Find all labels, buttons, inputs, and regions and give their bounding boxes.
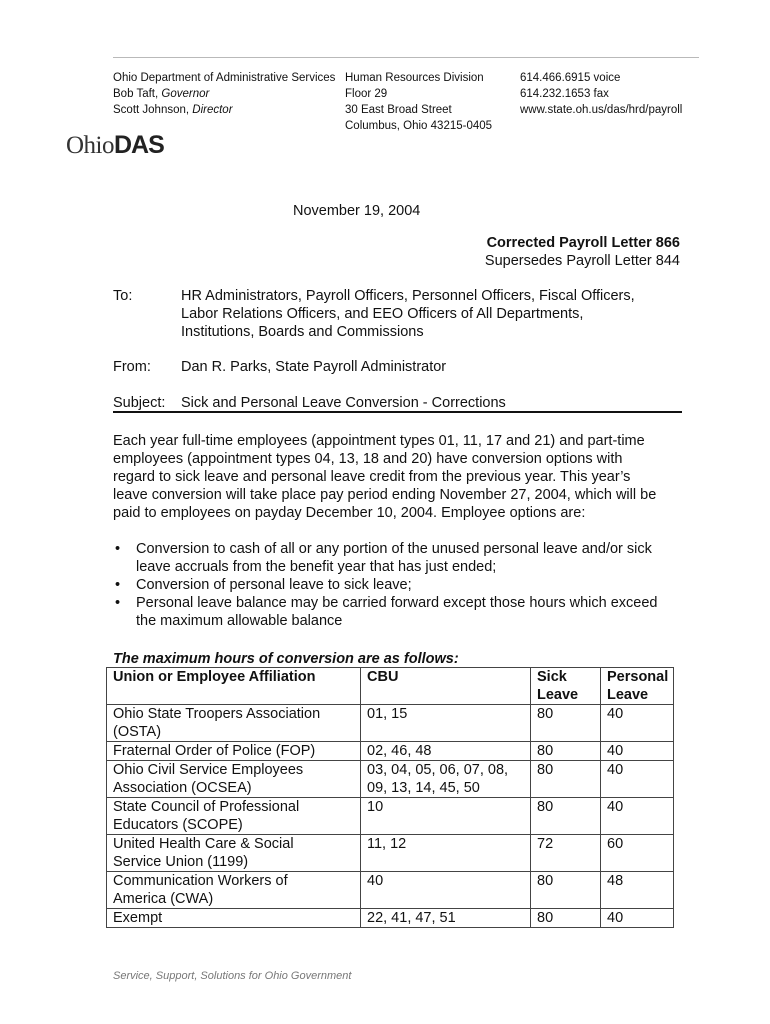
table-row xyxy=(107,798,674,835)
header-affiliation: Union or Employee Affiliation xyxy=(107,668,361,705)
address-floor: Floor 29 xyxy=(345,88,388,100)
bullet-icon: • xyxy=(115,577,121,593)
cell-cbu: 03, 04, 05, 06, 07, 08, 09, 13, 14, 45, 50 xyxy=(361,761,531,798)
subject-label: Subject: xyxy=(113,395,166,411)
phone-voice: 614.466.6915 voice xyxy=(520,72,621,84)
cell-sick-leave: 80 xyxy=(531,909,601,928)
options-list xyxy=(113,540,688,630)
cell-cbu: 01, 15 xyxy=(361,705,531,742)
cell-personal-leave: 40 xyxy=(601,798,674,835)
cell-sick-leave: 80 xyxy=(531,705,601,742)
table-row xyxy=(107,742,674,761)
table-title: The maximum hours of conversion are as follows: xyxy=(113,651,459,667)
cell-affiliation: United Health Care & Social Service Union (1199) xyxy=(107,835,361,872)
letterhead-agency-block xyxy=(113,70,335,118)
cell-affiliation: Exempt xyxy=(107,909,361,928)
letter-subtitle: Supersedes Payroll Letter 844 xyxy=(484,253,680,269)
cell-affiliation: Ohio State Troopers Association (OSTA) xyxy=(107,705,361,742)
cell-cbu: 22, 41, 47, 51 xyxy=(361,909,531,928)
table-header-row xyxy=(107,668,674,705)
letterhead-rule xyxy=(113,57,699,58)
from-sender: Dan R. Parks, State Payroll Administrator xyxy=(181,359,447,375)
website-link[interactable]: www.state.oh.us/das/hrd/payroll xyxy=(520,104,683,116)
director-line: Scott Johnson, Director xyxy=(113,104,233,116)
cell-cbu: 11, 12 xyxy=(361,835,531,872)
cell-personal-leave: 48 xyxy=(601,872,674,909)
division-name: Human Resources Division xyxy=(345,72,484,84)
agency-name: Ohio Department of Administrative Services xyxy=(113,72,336,84)
table-row xyxy=(107,909,674,928)
list-item: • Conversion of personal leave to sick leave; xyxy=(115,577,412,593)
cell-personal-leave: 40 xyxy=(601,761,674,798)
footer-tagline: Service, Support, Solutions for Ohio Government xyxy=(113,970,352,982)
list-item: • Personal leave balance may be carried forward except those hours which exceed the maximum allowable balance xyxy=(115,595,658,629)
header-personal-leave: Personal Leave xyxy=(601,668,674,705)
bullet-icon: • xyxy=(115,541,121,557)
header-sick-leave: Sick Leave xyxy=(531,668,601,705)
ohio-das-logo: OhioDAS xyxy=(66,131,164,159)
from-label: From: xyxy=(113,359,151,375)
letter-title: Corrected Payroll Letter 866 xyxy=(486,235,680,251)
phone-fax: 614.232.1653 fax xyxy=(520,88,609,100)
cell-cbu: 02, 46, 48 xyxy=(361,742,531,761)
letterhead-address-block xyxy=(345,70,492,134)
table-row xyxy=(107,835,674,872)
letter-date: November 19, 2004 xyxy=(293,203,421,219)
to-label: To: xyxy=(113,288,133,304)
cell-sick-leave: 72 xyxy=(531,835,601,872)
cell-personal-leave: 40 xyxy=(601,705,674,742)
subject-text: Sick and Personal Leave Conversion - Corrections xyxy=(181,395,506,411)
cell-sick-leave: 80 xyxy=(531,872,601,909)
cell-sick-leave: 80 xyxy=(531,761,601,798)
table-row xyxy=(107,872,674,909)
table-row xyxy=(107,761,674,798)
letterhead-contact-block xyxy=(520,70,682,118)
letter-heading xyxy=(485,234,680,270)
address-city: Columbus, Ohio 43215-0405 xyxy=(345,120,493,132)
to-recipients: HR Administrators, Payroll Officers, Personnel Officers, Fiscal Officers, Labor Relations Officers, and EEO Officers of All Departments, Institutions, Boards and Commissions xyxy=(181,288,635,340)
cell-sick-leave: 80 xyxy=(531,798,601,835)
bullet-icon: • xyxy=(115,595,121,611)
subject-rule xyxy=(113,411,682,413)
intro-paragraph: Each year full-time employees (appointment types 01, 11, 17 and 21) and part-time employees (appointment types 04, 13, 18 and 20) have conversion options with regard to sick leave and personal leave credit from the previous year. This year’s leave conversion will take place pay period ending November 27, 2004, which will be paid to employees on payday December 10, 2004. Employee options are: xyxy=(113,433,657,521)
cell-affiliation: Communication Workers of America (CWA) xyxy=(107,872,361,909)
address-street: 30 East Broad Street xyxy=(345,104,452,116)
cell-personal-leave: 40 xyxy=(601,742,674,761)
cell-affiliation: State Council of Professional Educators (SCOPE) xyxy=(107,798,361,835)
cell-affiliation: Fraternal Order of Police (FOP) xyxy=(107,742,361,761)
table-row xyxy=(107,705,674,742)
conversion-table xyxy=(106,667,674,928)
cell-personal-leave: 60 xyxy=(601,835,674,872)
governor-line: Bob Taft, Governor xyxy=(113,88,210,100)
cell-sick-leave: 80 xyxy=(531,742,601,761)
cell-affiliation: Ohio Civil Service Employees Association (OCSEA) xyxy=(107,761,361,798)
cell-cbu: 40 xyxy=(361,872,531,909)
list-item: • Conversion to cash of all or any portion of the unused personal leave and/or sick leave accruals from the benefit year that has just ended; xyxy=(115,541,652,575)
cell-cbu: 10 xyxy=(361,798,531,835)
cell-personal-leave: 40 xyxy=(601,909,674,928)
header-cbu: CBU xyxy=(361,668,531,705)
